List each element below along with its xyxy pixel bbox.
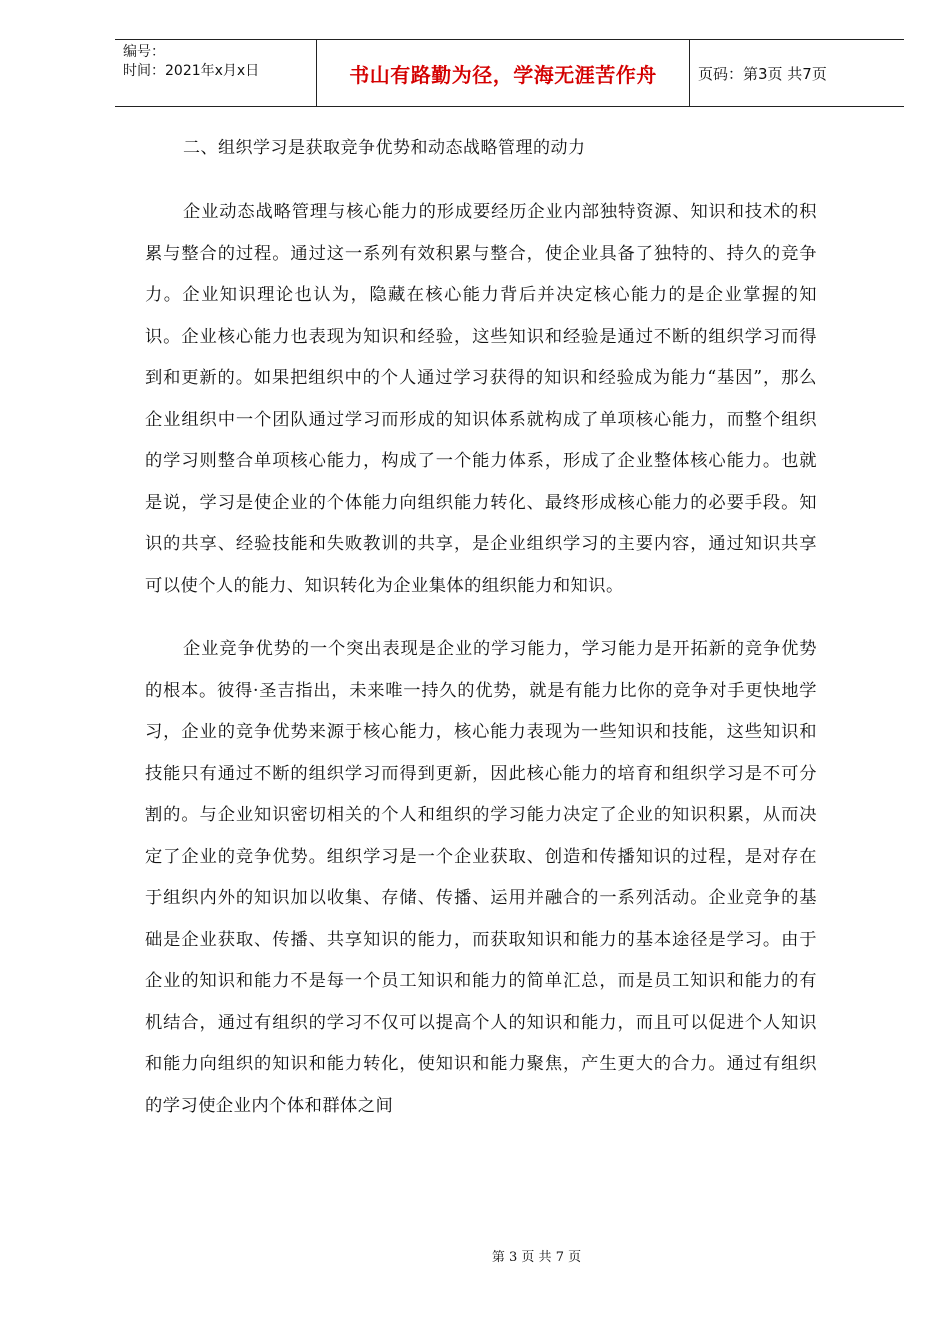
section-heading: 二、组织学习是获取竞争优势和动态战略管理的动力 — [183, 138, 586, 158]
page-footer: 第 3 页 共 7 页 — [491, 1250, 582, 1265]
header-page-info: 页码：第3页 共7页 — [698, 64, 827, 83]
body-paragraph: 企业竞争优势的一个突出表现是企业的学习能力，学习能力是开拓新的竞争优势的根本。彼得·圣吉指出，未来唯一持久的优势，就是有能力比你的竞争对手更快地学习，企业的竞争优势来源于核心能力，核心能力表现为一些知识和技能，这些知识和技能只有通过不断的组织学习而得到更新，因此核心能力的培育和组织学习是不可分割的。与企业知识密切相关的个人和组织的学习能力决定了企业的知识积累，从而决定了企业的竞争优势。组织学习是一个企业获取、创造和传播知识的过程，是对存在于组织内外的知识加以收集、存储、传播、运用并融合的一系列活动。企业竞争的基础是企业获取、传播、共享知识的能力，而获取知识和能力的基本途径是学习。由于企业的知识和能力不是每一个员工知识和能力的简单汇总，而是员工知识和能力的有机结合，通过有组织的学习不仅可以提高个人的知识和能力，而且可以促进个人知识和能力向组织的知识和能力转化，使知识和能力聚焦，产生更大的合力。通过有组织的学习使企业内个体和群体之间 — [145, 639, 817, 1116]
number-label: 编号： — [123, 44, 165, 60]
document-header — [115, 39, 904, 107]
document-body — [145, 133, 817, 1127]
time-label: 时间：2021年x月x日 — [123, 63, 260, 79]
header-motto: 书山有路勤为径，学海无涯苦作舟 — [317, 40, 690, 106]
header-meta — [115, 40, 317, 106]
body-paragraph: 企业动态战略管理与核心能力的形成要经历企业内部独特资源、知识和技术的积累与整合的过程。通过这一系列有效积累与整合，使企业具备了独特的、持久的竞争力。企业知识理论也认为，隐藏在核心能力背后并决定核心能力的是企业掌握的知识。企业核心能力也表现为知识和经验，这些知识和经验是通过不断的组织学习而得到和更新的。如果把组织中的个人通过学习获得的知识和经验成为能力“基因”，那么企业组织中一个团队通过学习而形成的知识体系就构成了单项核心能力，而整个组织的学习则整合单项核心能力，构成了一个能力体系，形成了企业整体核心能力。也就是说，学习是使企业的个体能力向组织能力转化、最终形成核心能力的必要手段。知识的共享、经验技能和失败教训的共享，是企业组织学习的主要内容，通过知识共享可以使个人的能力、知识转化为企业集体的组织能力和知识。 — [145, 202, 817, 596]
